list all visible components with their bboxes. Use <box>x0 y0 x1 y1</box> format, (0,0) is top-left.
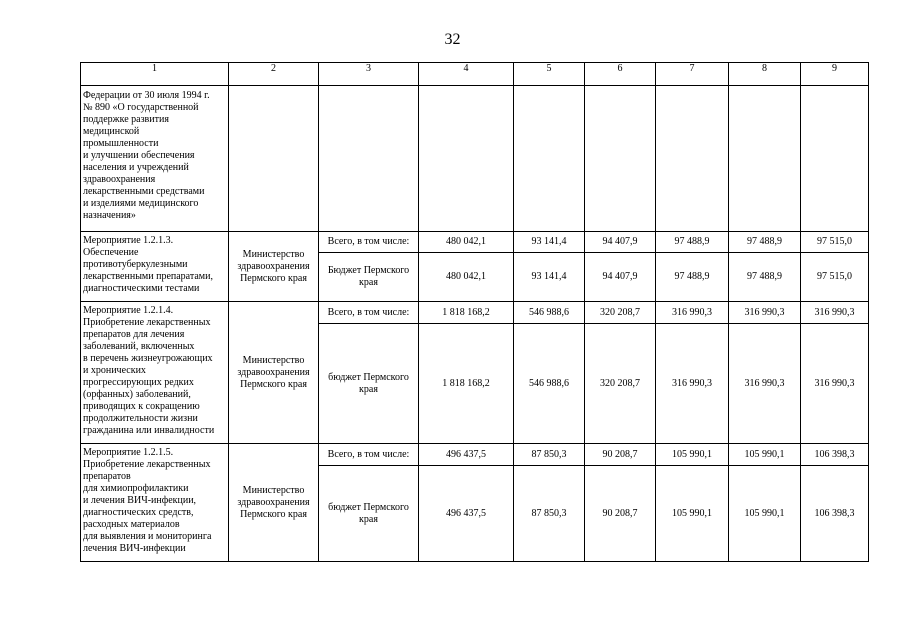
value-cell: 105 990,1 <box>656 444 729 466</box>
value-cell: 316 990,3 <box>656 324 729 444</box>
executor: Министерство здравоохранения Пермского края <box>229 232 319 302</box>
program-table <box>80 62 869 562</box>
funding-label: бюджет Пермского края <box>319 466 419 562</box>
funding-label: Всего, в том числе: <box>319 444 419 466</box>
page-number: 32 <box>444 31 461 48</box>
funding-label: бюджет Пермского края <box>319 324 419 444</box>
value-cell: 105 990,1 <box>729 466 801 562</box>
continuation-text: Федерации от 30 июля 1994 г. № 890 «О государственной поддержке развития медицинской промышленности и улучшении обеспечения населения и учреждений здравоохранения лекарственными средствами и изделиями медицинского назначения» <box>81 86 229 232</box>
executor: Министерство здравоохранения Пермского края <box>229 302 319 444</box>
value-cell: 1 818 168,2 <box>419 324 514 444</box>
funding-label: Всего, в том числе: <box>319 232 419 253</box>
column-header: 7 <box>656 63 729 86</box>
column-header: 1 <box>81 63 229 86</box>
column-number-row <box>81 63 869 86</box>
value-cell: 496 437,5 <box>419 466 514 562</box>
value-cell: 94 407,9 <box>585 253 656 302</box>
value-cell: 316 990,3 <box>729 324 801 444</box>
value-cell: 97 488,9 <box>656 253 729 302</box>
funding-label: Бюджет Пермского края <box>319 253 419 302</box>
value-cell: 320 208,7 <box>585 324 656 444</box>
funding-label: Всего, в том числе: <box>319 302 419 324</box>
value-cell: 1 818 168,2 <box>419 302 514 324</box>
column-header: 4 <box>419 63 514 86</box>
value-cell: 90 208,7 <box>585 444 656 466</box>
value-cell: 87 850,3 <box>514 444 585 466</box>
value-cell: 105 990,1 <box>729 444 801 466</box>
value-cell: 546 988,6 <box>514 324 585 444</box>
value-cell: 496 437,5 <box>419 444 514 466</box>
value-cell: 316 990,3 <box>801 302 869 324</box>
value-cell: 93 141,4 <box>514 253 585 302</box>
value-cell: 97 515,0 <box>801 232 869 253</box>
value-cell: 320 208,7 <box>585 302 656 324</box>
table-row <box>81 302 869 324</box>
value-cell: 546 988,6 <box>514 302 585 324</box>
column-header: 9 <box>801 63 869 86</box>
executor: Министерство здравоохранения Пермского края <box>229 444 319 562</box>
value-cell: 97 515,0 <box>801 253 869 302</box>
value-cell: 97 488,9 <box>729 232 801 253</box>
value-cell: 87 850,3 <box>514 466 585 562</box>
measure-name: Мероприятие 1.2.1.4. Приобретение лекарственных препаратов для лечения заболеваний, включенных в перечень жизнеугрожающих и хронических прогрессирующих редких (орфанных) заболеваний, приводящих к сокращению продолжительности жизни гражданина или инвалидности <box>81 302 229 444</box>
measure-name: Мероприятие 1.2.1.3. Обеспечение противотуберкулезными лекарственными препаратами, диагностическими тестами <box>81 232 229 302</box>
value-cell: 316 990,3 <box>656 302 729 324</box>
measure-name: Мероприятие 1.2.1.5. Приобретение лекарственных препаратов для химиопрофилактики и лечения ВИЧ-инфекции, диагностических средств, расходных материалов для выявления и мониторинга лечения ВИЧ-инфекции <box>81 444 229 562</box>
value-cell: 480 042,1 <box>419 253 514 302</box>
table-row <box>81 444 869 466</box>
column-header: 6 <box>585 63 656 86</box>
column-header: 3 <box>319 63 419 86</box>
value-cell: 316 990,3 <box>729 302 801 324</box>
value-cell: 105 990,1 <box>656 466 729 562</box>
column-header: 5 <box>514 63 585 86</box>
table-row <box>81 86 869 232</box>
column-header: 8 <box>729 63 801 86</box>
table-row <box>81 232 869 253</box>
column-header: 2 <box>229 63 319 86</box>
value-cell: 106 398,3 <box>801 444 869 466</box>
value-cell: 93 141,4 <box>514 232 585 253</box>
value-cell: 316 990,3 <box>801 324 869 444</box>
value-cell: 97 488,9 <box>729 253 801 302</box>
value-cell: 106 398,3 <box>801 466 869 562</box>
value-cell: 94 407,9 <box>585 232 656 253</box>
value-cell: 97 488,9 <box>656 232 729 253</box>
value-cell: 90 208,7 <box>585 466 656 562</box>
value-cell: 480 042,1 <box>419 232 514 253</box>
